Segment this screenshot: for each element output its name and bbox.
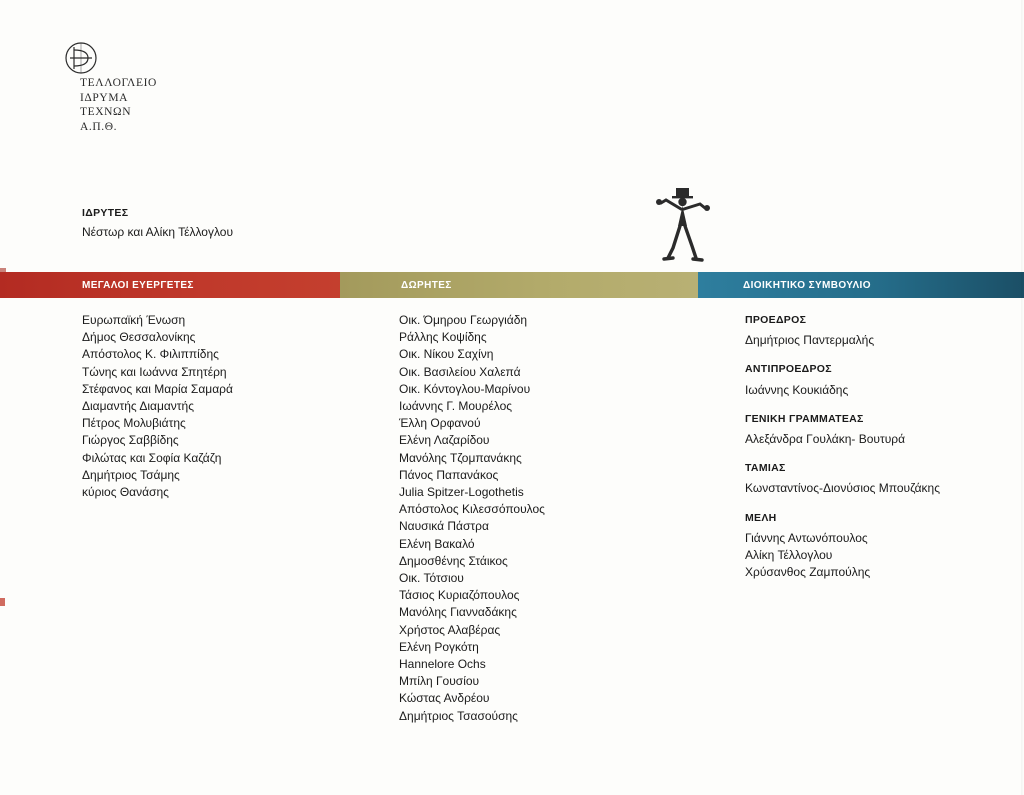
list-item: Διαμαντής Διαμαντής (82, 399, 195, 414)
list-item: Ιωάννης Γ. Μουρέλος (399, 399, 513, 414)
donors-heading: ΔΩΡΗΤΕΣ (401, 279, 452, 291)
list-item: Έλλη Ορφανού (399, 416, 481, 431)
list-item: Δημήτριος Τσασούσης (399, 708, 518, 723)
board-group-president (745, 312, 1010, 349)
board-role-label: ΠΡΟΕΔΡΟΣ (745, 314, 807, 326)
list-item: Οικ. Τότσιου (399, 571, 464, 586)
list-item: Οικ. Βασιλείου Χαλεπά (399, 364, 521, 379)
list-item: Πάνος Παπανάκος (399, 467, 499, 482)
logo-line-3: ΤΕΧΝΩΝ (80, 106, 132, 118)
board-group-members (745, 510, 1010, 582)
board-member-name: Δημήτριος Παντερμαλής (745, 333, 875, 348)
list-item: Κώστας Ανδρέου (399, 691, 490, 706)
board-group-treasurer (745, 460, 1010, 497)
bar-segment-benefactors (0, 272, 340, 298)
board-member-name: Χρύσανθος Ζαμπούλης (745, 565, 871, 580)
list-item: Στέφανος και Μαρία Σαμαρά (82, 381, 233, 396)
list-item: Πέτρος Μολυβιάτης (82, 416, 186, 431)
logo-line-1: ΤΕΛΛΟΓΛΕΙΟ (80, 77, 157, 89)
list-item: Μανόλης Τζομπανάκης (399, 450, 522, 465)
list-item: Μανόλης Γιανναδάκης (399, 605, 517, 620)
logo-line-4: Α.Π.Θ. (80, 120, 118, 133)
board-list (745, 312, 1010, 581)
page-edge-mark (0, 598, 5, 606)
list-item: Ελένη Ρογκότη (399, 639, 479, 654)
bar-segment-donors (340, 272, 698, 298)
list-item: Δημήτριος Τσάμης (82, 467, 180, 482)
list-item: Τάσιος Κυριαζόπουλος (399, 588, 520, 603)
benefactors-list (82, 312, 342, 501)
board-group-vice-president (745, 361, 1010, 398)
founders-heading: ΙΔΡΥΤΕΣ (82, 207, 129, 219)
section-color-bar (0, 272, 1024, 298)
board-role-label: ΓΕΝΙΚΗ ΓΡΑΜΜΑΤΕΑΣ (745, 412, 864, 425)
logo-line-2: ΙΔΡΥΜΑ (80, 91, 129, 104)
founders-block (82, 207, 233, 239)
list-item: Ελένη Βακαλό (399, 536, 475, 551)
list-item: Φιλώτας και Σοφία Καζάζη (82, 450, 222, 465)
board-role-label: ΑΝΤΙΠΡΟΕΔΡΟΣ (745, 363, 832, 376)
list-item: Απόστολος Κ. Φιλιππίδης (82, 347, 219, 362)
board-member-name: Γιάννης Αντωνόπουλος (745, 530, 868, 545)
list-item: Απόστολος Κιλεσσόπουλος (399, 502, 545, 517)
list-item: Οικ. Κόντογλου-Μαρίνου (399, 381, 531, 396)
dancer-illustration (648, 178, 718, 278)
board-member-name: Αλεξάνδρα Γουλάκη- Βουτυρά (745, 432, 906, 447)
list-item: Δημοσθένης Στάικος (399, 553, 508, 568)
list-item: Δήμος Θεσσαλονίκης (82, 330, 196, 345)
list-item: Χρήστος Αλαβέρας (399, 622, 501, 637)
board-role-label: ΜΕΛΗ (745, 511, 777, 524)
logo-wordmark (80, 76, 157, 134)
list-item: Μπίλη Γουσίου (399, 674, 480, 689)
board-member-name: Ιωάννης Κουκιάδης (745, 382, 849, 397)
list-item: Γιώργος Σαββίδης (82, 433, 179, 448)
board-heading: ΔΙΟΙΚΗΤΙΚΟ ΣΥΜΒΟΥΛΙΟ (743, 279, 871, 291)
donors-list (399, 312, 679, 725)
bar-segment-board (698, 272, 1024, 298)
list-item: Ράλλης Κοψίδης (399, 330, 487, 345)
board-role-label: ΤΑΜΙΑΣ (745, 462, 786, 475)
board-group-secretary-general (745, 411, 1010, 448)
list-item: κύριος Θανάσης (82, 485, 169, 500)
list-item: Οικ. Όμηρου Γεωργιάδη (399, 313, 528, 327)
list-item: Hannelore Ochs (399, 657, 486, 672)
founders-names: Νέστωρ και Αλίκη Τέλλογλου (82, 225, 234, 239)
list-item: Ευρωπαϊκή Ένωση (82, 313, 186, 327)
list-item: Julia Spitzer-Logothetis (399, 485, 524, 500)
benefactors-heading: ΜΕΓΑΛΟΙ ΕΥΕΡΓΕΤΕΣ (82, 279, 194, 291)
list-item: Οικ. Νίκου Σαχίνη (399, 347, 494, 362)
list-item: Ναυσικά Πάστρα (399, 519, 489, 534)
board-member-name: Κωνσταντίνος-Διονύσιος Μπουζάκης (745, 481, 941, 496)
list-item: Τώνης και Ιωάννα Σπητέρη (82, 364, 227, 379)
page-edge-mark-top (0, 268, 6, 272)
board-member-name: Αλίκη Τέλλογλου (745, 548, 833, 563)
list-item: Ελένη Λαζαρίδου (399, 433, 490, 448)
